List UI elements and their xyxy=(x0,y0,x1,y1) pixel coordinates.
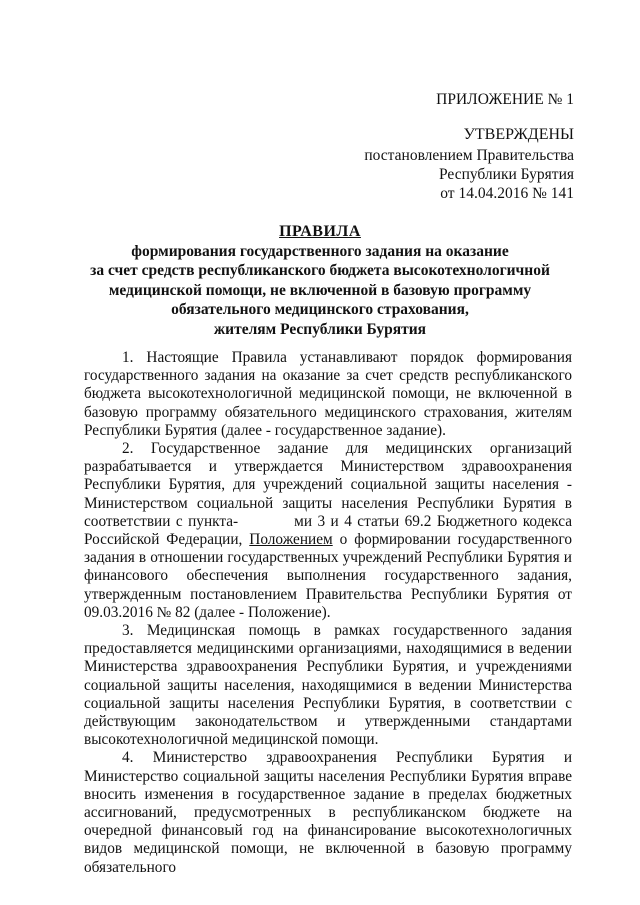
approved-line-3: от 14.04.2016 № 141 xyxy=(440,185,574,202)
title-line-4: обязательного медицинского страхования, xyxy=(171,301,469,319)
paragraph-number: 4. xyxy=(122,749,134,767)
paragraph-text: о формировании государственного задания в отношении государственных учреждений Республики Бурятия и финансового обеспечения выполнения государственного задания, утвержденным постановлением Правительства Республики Бурятия от 09.03.2016 № 82 (далее - Положение). xyxy=(84,531,572,621)
title-line-2: за счет средств республиканского бюджета высокотехнологичной xyxy=(90,262,550,280)
appendix-label xyxy=(436,90,574,109)
paragraph-number: 1. xyxy=(122,349,134,366)
approved-title: УТВЕРЖДЕНЫ xyxy=(463,126,574,143)
document-title-block xyxy=(70,222,570,340)
paragraph-2 xyxy=(84,440,572,622)
paragraph-4 xyxy=(84,749,572,876)
regulation-link[interactable]: Положением xyxy=(249,531,333,549)
paragraph-1 xyxy=(84,349,572,440)
paragraph-number: 2. xyxy=(122,440,134,458)
title-line-1: формирования государственного задания на оказание xyxy=(131,242,509,260)
approved-line-1: постановлением Правительства xyxy=(364,147,574,164)
paragraph-number: 3. xyxy=(122,622,134,640)
approval-stamp-block xyxy=(364,125,574,203)
paragraph-3 xyxy=(84,622,572,749)
document-title: ПРАВИЛА xyxy=(279,223,361,240)
paragraph-text: Настоящие Правила устанавливают порядок формирования государственного задания на оказание за счет средств республиканского бюджета высокотехнологичной медицинской помощи, не включенной в базовую программу обязательного медицинского страхования, жителям Республики Бурятия (далее - государственное задание). xyxy=(84,349,573,439)
approved-line-2: Республики Бурятия xyxy=(439,166,574,183)
title-line-5: жителям Республики Бурятия xyxy=(213,320,427,338)
document-body xyxy=(84,349,572,877)
title-line-3: медицинской помощи, не включенной в базовую программу xyxy=(108,281,532,299)
appendix-text: ПРИЛОЖЕНИЕ № 1 xyxy=(436,91,574,108)
paragraph-text: ми 3 и 4 статьи 69.2 Бюджетного кодекса Российской Федерации, xyxy=(84,512,572,549)
paragraph-text: Министерство здравоохранения Республики Бурятия и Министерство социальной защиты населения Республики Бурятия вправе вносить изменения в государственное задание в пределах бюджетных ассигнований, предусмотренных в республиканском бюджете на очередной финансовый год на финансирование высокотехнологичных видов медицинской помощи, не включенной в базовую программу обязательного xyxy=(84,749,573,876)
paragraph-text: Медицинская помощь в рамках государственного задания предоставляется медицинскими организациями, находящимися в ведении Министерства здравоохранения Республики Бурятия, и учреждениями социальной защиты населения, находящимися в ведении Министерства социальной защиты населения Республики Бурятия, в соответствии с действующим законодательством и утвержденными стандартами высокотехнологичной медицинской помощи. xyxy=(84,622,573,749)
paragraph-text: Государственное задание для медицинских организаций разрабатывается и утверждается Министерством здравоохранения Республики Бурятия, для учреждений социальной защиты населения - Министерством социальной защиты населения Республики Бурятия в соответствии с пункта- xyxy=(84,440,572,530)
